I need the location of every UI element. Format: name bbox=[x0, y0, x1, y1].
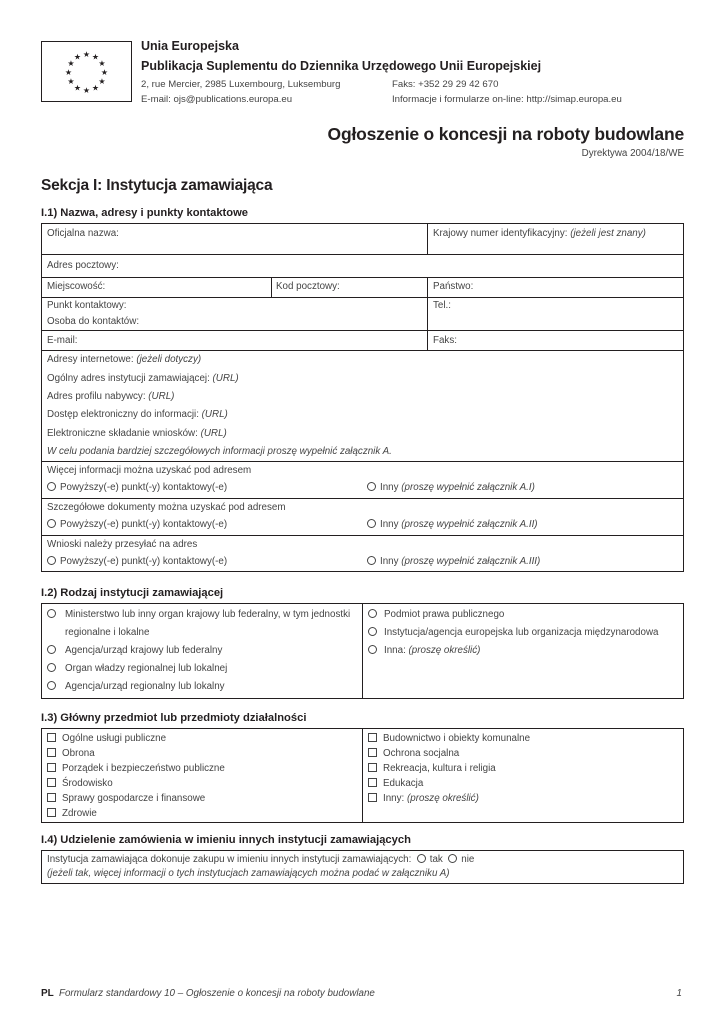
radio-icon bbox=[367, 482, 376, 491]
radio-icon bbox=[47, 681, 56, 690]
behalf-table bbox=[41, 850, 684, 884]
activity-defence-checkbox[interactable]: Obrona bbox=[47, 748, 95, 759]
svg-text:★: ★ bbox=[82, 50, 91, 59]
authority-type-table bbox=[41, 603, 684, 699]
other-authority-radio[interactable]: Inna: (proszę określić) bbox=[368, 645, 480, 656]
checkbox-icon bbox=[368, 793, 377, 802]
radio-icon bbox=[47, 556, 56, 565]
footer-text: Formularz standardowy 10 – Ogłoszenie o koncesji na roboty budowlane bbox=[59, 988, 375, 999]
activity-other-checkbox[interactable]: Inny: (proszę określić) bbox=[368, 793, 479, 804]
eu-flag-logo bbox=[41, 41, 132, 102]
radio-icon bbox=[368, 645, 377, 654]
contact-person-field[interactable]: Osoba do kontaktów: bbox=[47, 316, 140, 327]
subsection-title-i4: I.4) Udzielenie zamówienia w imieniu innych instytucji zamawiających bbox=[41, 834, 411, 846]
svg-text:★: ★ bbox=[64, 68, 73, 77]
checkbox-icon bbox=[368, 733, 377, 742]
svg-text:★: ★ bbox=[82, 86, 91, 95]
national-id-field[interactable]: Krajowy numer identyfikacyjny: (jeżeli jest znany) bbox=[433, 228, 646, 239]
activity-social-checkbox[interactable]: Ochrona socjalna bbox=[368, 748, 459, 759]
directive-label: Dyrektywa 2004/18/WE bbox=[581, 148, 684, 159]
email-field[interactable]: E-mail: bbox=[47, 335, 78, 346]
svg-text:★: ★ bbox=[100, 68, 109, 77]
radio-icon bbox=[367, 519, 376, 528]
radio-icon bbox=[368, 627, 377, 636]
postal-address-field[interactable]: Adres pocztowy: bbox=[47, 260, 119, 271]
svg-text:★: ★ bbox=[91, 83, 100, 93]
activity-economic-checkbox[interactable]: Sprawy gospodarcze i finansowe bbox=[47, 793, 205, 804]
subsection-title-i2: I.2) Rodzaj instytucji zamawiającej bbox=[41, 587, 224, 599]
requests-other-radio[interactable]: Inny (proszę wypełnić załącznik A.III) bbox=[367, 556, 540, 567]
header-info: Informacje i formularze on-line: http://simap.europa.eu bbox=[392, 94, 622, 105]
checkbox-icon bbox=[47, 748, 56, 757]
eu-stars-icon bbox=[42, 42, 131, 101]
radio-icon bbox=[47, 519, 56, 528]
checkbox-icon bbox=[47, 793, 56, 802]
checkbox-icon bbox=[368, 763, 377, 772]
electronic-access-field[interactable]: Dostęp elektroniczny do informacji: (URL) bbox=[47, 409, 228, 420]
footer-page-number: 1 bbox=[676, 988, 682, 999]
activity-environment-checkbox[interactable]: Środowisko bbox=[47, 778, 113, 789]
radio-icon bbox=[47, 609, 56, 618]
city-field[interactable]: Miejscowość: bbox=[47, 281, 106, 292]
header-address: 2, rue Mercier, 2985 Luxembourg, Luksemburg bbox=[141, 79, 341, 90]
ministry-label-cont: regionalne i lokalne bbox=[65, 627, 150, 638]
buyer-profile-field[interactable]: Adres profilu nabywcy: (URL) bbox=[47, 391, 175, 402]
svg-text:★: ★ bbox=[73, 52, 82, 62]
activity-table bbox=[41, 728, 684, 823]
behalf-note: (jeżeli tak, więcej informacji o tych instytucjach zamawiających można podać w załączniku A) bbox=[47, 868, 450, 879]
official-name-field[interactable]: Oficjalna nazwa: bbox=[47, 228, 119, 239]
contact-table bbox=[41, 223, 684, 572]
tel-field[interactable]: Tel.: bbox=[433, 300, 451, 311]
checkbox-icon bbox=[47, 733, 56, 742]
more-info-above-radio[interactable]: Powyższy(-e) punkt(-y) kontaktowy(-e) bbox=[47, 482, 227, 493]
activity-housing-checkbox[interactable]: Budownictwo i obiekty komunalne bbox=[368, 733, 530, 744]
requests-label: Wnioski należy przesyłać na adres bbox=[47, 539, 198, 550]
header-fax: Faks: +352 29 29 42 670 bbox=[392, 79, 499, 90]
more-info-other-radio[interactable]: Inny (proszę wypełnić załącznik A.I) bbox=[367, 482, 535, 493]
eu-institution-radio[interactable]: Instytucja/agencja europejska lub organizacja międzynarodowa bbox=[368, 627, 658, 638]
activity-general-checkbox[interactable]: Ogólne usługi publiczne bbox=[47, 733, 166, 744]
general-address-field[interactable]: Ogólny adres instytucji zamawiającej: (URL) bbox=[47, 373, 239, 384]
header-publication: Publikacja Suplementu do Dziennika Urzędowego Unii Europejskiej bbox=[141, 59, 542, 73]
checkbox-icon bbox=[47, 778, 56, 787]
postal-code-field[interactable]: Kod pocztowy: bbox=[276, 281, 340, 292]
section-title: Sekcja I: Instytucja zamawiająca bbox=[41, 177, 273, 194]
requests-above-radio[interactable]: Powyższy(-e) punkt(-y) kontaktowy(-e) bbox=[47, 556, 227, 567]
regional-agency-radio[interactable]: Agencja/urząd regionalny lub lokalny bbox=[47, 681, 225, 692]
subsection-title-i1: I.1) Nazwa, adresy i punkty kontaktowe bbox=[41, 207, 249, 219]
activity-order-checkbox[interactable]: Porządek i bezpieczeństwo publiczne bbox=[47, 763, 225, 774]
public-law-radio[interactable]: Podmiot prawa publicznego bbox=[368, 609, 504, 620]
behalf-no-radio[interactable] bbox=[448, 854, 457, 863]
national-agency-radio[interactable]: Agencja/urząd krajowy lub federalny bbox=[47, 645, 222, 656]
checkbox-icon bbox=[368, 778, 377, 787]
activity-health-checkbox[interactable]: Zdrowie bbox=[47, 808, 97, 819]
radio-icon bbox=[367, 556, 376, 565]
checkbox-icon bbox=[368, 748, 377, 757]
activity-education-checkbox[interactable]: Edukacja bbox=[368, 778, 423, 789]
radio-icon bbox=[47, 663, 56, 672]
checkbox-icon bbox=[47, 763, 56, 772]
electronic-submission-field[interactable]: Elektroniczne składanie wniosków: (URL) bbox=[47, 428, 227, 439]
regional-authority-radio[interactable]: Organ władzy regionalnej lub lokalnej bbox=[47, 663, 227, 674]
header-org: Unia Europejska bbox=[141, 39, 239, 53]
country-field[interactable]: Państwo: bbox=[433, 281, 474, 292]
annex-a-note: W celu podania bardziej szczegółowych informacji proszę wypełnić załącznik A. bbox=[47, 446, 392, 457]
ministry-radio[interactable]: Ministerstwo lub inny organ krajowy lub federalny, w tym jednostki bbox=[47, 609, 350, 620]
svg-text:★: ★ bbox=[98, 77, 106, 86]
docs-above-radio[interactable]: Powyższy(-e) punkt(-y) kontaktowy(-e) bbox=[47, 519, 227, 530]
header-email: E-mail: ojs@publications.europa.eu bbox=[141, 94, 293, 105]
svg-text:★: ★ bbox=[67, 59, 75, 68]
radio-icon bbox=[47, 482, 56, 491]
fax-field[interactable]: Faks: bbox=[433, 335, 457, 346]
behalf-question: Instytucja zamawiająca dokonuje zakupu w imieniu innych instytucji zamawiających: tak nie bbox=[47, 854, 475, 865]
activity-recreation-checkbox[interactable]: Rekreacja, kultura i religia bbox=[368, 763, 496, 774]
radio-icon bbox=[368, 609, 377, 618]
document-title: Ogłoszenie o koncesji na roboty budowlane bbox=[327, 124, 684, 144]
svg-text:★: ★ bbox=[67, 77, 75, 86]
behalf-yes-radio[interactable] bbox=[417, 854, 426, 863]
svg-text:★: ★ bbox=[91, 52, 100, 62]
checkbox-icon bbox=[47, 808, 56, 817]
internet-addresses-label: Adresy internetowe: (jeżeli dotyczy) bbox=[47, 354, 202, 365]
subsection-title-i3: I.3) Główny przedmiot lub przedmioty działalności bbox=[41, 712, 307, 724]
docs-other-radio[interactable]: Inny (proszę wypełnić załącznik A.II) bbox=[367, 519, 538, 530]
svg-text:★: ★ bbox=[73, 83, 82, 93]
docs-label: Szczegółowe dokumenty można uzyskać pod adresem bbox=[47, 502, 286, 513]
contact-point-field[interactable]: Punkt kontaktowy: bbox=[47, 300, 127, 311]
radio-icon bbox=[47, 645, 56, 654]
footer-lang: PL bbox=[41, 988, 54, 999]
svg-text:★: ★ bbox=[98, 59, 106, 68]
more-info-label: Więcej informacji można uzyskać pod adresem bbox=[47, 465, 252, 476]
